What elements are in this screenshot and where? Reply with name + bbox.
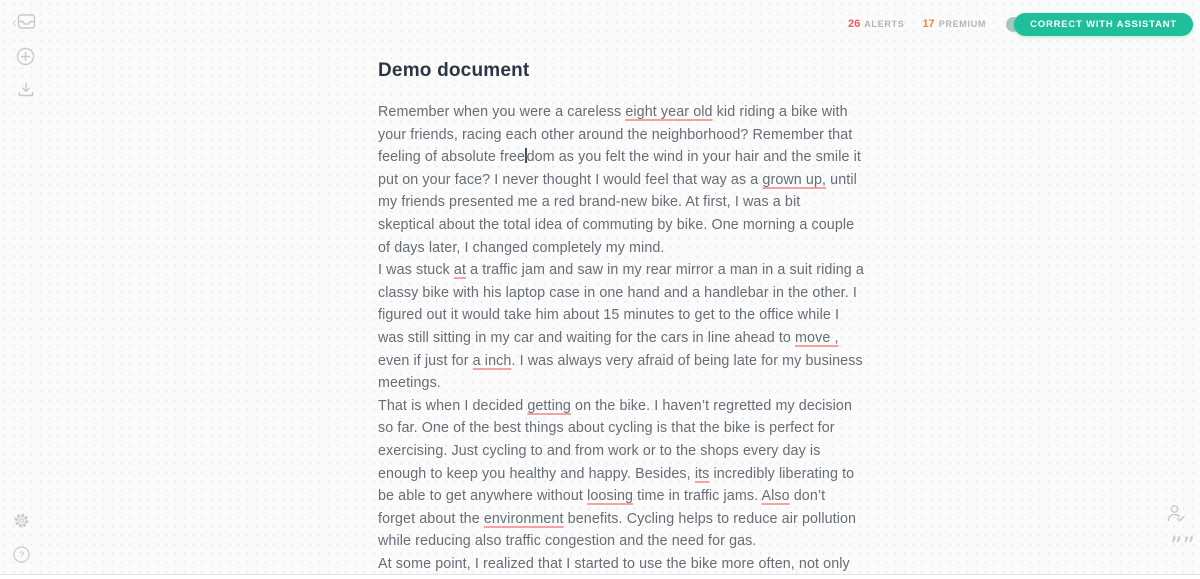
text-segment: figured out it would take him about 15 minutes to get to the office while I [378, 307, 840, 324]
text-line [378, 350, 938, 373]
plagiarism-quotes-icon[interactable] [1170, 532, 1195, 560]
text-line [378, 259, 938, 282]
text-line [378, 282, 938, 305]
text-line [378, 214, 938, 237]
text-segment: of days later, I changed completely my mind. [378, 239, 665, 256]
text-segment: a traffic jam and saw in my rear mirror a man in a suit riding a [466, 262, 864, 279]
alerts-label: ALERTS [864, 19, 905, 29]
quotes-glyph: ” [1170, 532, 1183, 560]
top-status-bar [848, 12, 1193, 36]
text-line [378, 485, 938, 508]
text-line [378, 169, 938, 192]
text-segment: don’t [789, 488, 826, 505]
text-segment: At some point, I realized that I started to use the bike more often, not only [378, 555, 850, 572]
grammar-alert-underline[interactable]: a inch [472, 352, 512, 369]
text-line [378, 146, 938, 169]
premium-label: PREMIUM [938, 19, 987, 29]
text-segment: forget about the [378, 510, 484, 527]
grammar-alert-underline[interactable]: its [694, 465, 710, 482]
text-segment: incredibly liberating to [709, 465, 855, 482]
text-segment: until [826, 171, 857, 188]
document-editor [378, 60, 938, 575]
text-segment: was still sitting in my car and waiting for the cars in line ahead to [378, 329, 796, 346]
grammar-alert-underline[interactable]: environment [483, 510, 564, 527]
text-segment: even if just for [378, 352, 473, 369]
human-proofreader-icon[interactable] [1166, 503, 1186, 524]
text-segment: I was stuck [378, 262, 454, 279]
text-line [378, 463, 938, 486]
grammar-alert-underline[interactable]: move , [795, 329, 839, 346]
text-segment: enough to keep you healthy and happy. Besides, [378, 465, 695, 482]
text-segment: benefits. Cycling helps to reduce air pollution [563, 510, 857, 527]
text-segment: be able to get anywhere without [378, 488, 588, 505]
text-segment: so far. One of the best things about cycling is that the bike is perfect for [378, 420, 835, 437]
text-segment: exercising. Just cycling to and from work or to the shops every day is [378, 442, 821, 459]
text-line [378, 327, 938, 350]
text-segment: put on your face? I never thought I would feel that way as a [378, 171, 763, 188]
document-body[interactable] [378, 101, 938, 575]
text-segment: skeptical about the total idea of commuting by bike. One morning a couple [378, 216, 855, 233]
grammar-alert-underline[interactable]: Also [761, 488, 790, 505]
documents-inbox-icon[interactable] [17, 13, 36, 30]
text-line [378, 440, 938, 463]
premium-counter[interactable] [922, 18, 986, 30]
text-segment: dom as you felt the wind in your hair and the smile it [526, 149, 861, 166]
new-document-plus-icon[interactable] [16, 47, 35, 66]
text-segment: your friends, racing each other around the neighborhood? Remember that [378, 126, 853, 143]
svg-text:?: ? [18, 550, 25, 561]
premium-count: 17 [922, 18, 935, 30]
text-line [378, 304, 938, 327]
alerts-count: 26 [847, 18, 861, 30]
text-segment: Remember when you were a careless [378, 104, 626, 120]
help-question-icon[interactable] [13, 546, 30, 563]
text-line [378, 417, 938, 440]
grammar-alert-underline[interactable]: getting [527, 397, 571, 414]
bottom-strip [0, 575, 1200, 579]
text-line [378, 191, 938, 214]
text-segment: meetings. [378, 375, 441, 392]
download-icon[interactable] [18, 82, 34, 98]
grammar-alert-underline[interactable]: loosing [587, 488, 634, 505]
text-segment: classy bike with his laptop case in one hand and a handlebar in the other. I [378, 284, 857, 301]
text-line [378, 372, 938, 395]
back-chevron-icon[interactable]: ‹ [12, 14, 17, 30]
text-line [378, 508, 938, 531]
text-segment: on the bike. I haven’t regretted my decision [570, 397, 853, 414]
settings-gear-icon[interactable] [13, 512, 30, 529]
quotes-glyph: ” [1182, 532, 1195, 560]
grammar-alert-underline[interactable]: grown up, [762, 171, 827, 188]
document-title[interactable]: Demo document [378, 60, 530, 81]
text-line [378, 395, 938, 418]
grammar-alert-underline[interactable]: eight year old [625, 104, 713, 120]
text-segment: time in traffic jams. [633, 488, 762, 505]
correct-with-assistant-button[interactable]: CORRECT WITH ASSISTANT [1014, 13, 1193, 36]
text-line [378, 101, 938, 124]
text-line [378, 530, 938, 553]
text-segment: my friends presented me a red brand-new bike. At first, I was a bit [378, 194, 801, 211]
text-line [378, 237, 938, 260]
text-segment: feeling of absolute free [378, 149, 526, 166]
text-segment: That is when I decided [378, 397, 528, 414]
text-line [378, 124, 938, 147]
grammar-alert-underline[interactable]: at [453, 262, 467, 279]
text-segment: . I was always very afraid of being late for my business [511, 352, 863, 369]
alerts-counter[interactable] [848, 18, 904, 30]
text-segment: while reducing also traffic congestion and the need for gas. [378, 533, 757, 550]
assistant-control [1014, 13, 1193, 36]
text-line [378, 553, 938, 576]
text-segment: kid riding a bike with [712, 104, 848, 120]
